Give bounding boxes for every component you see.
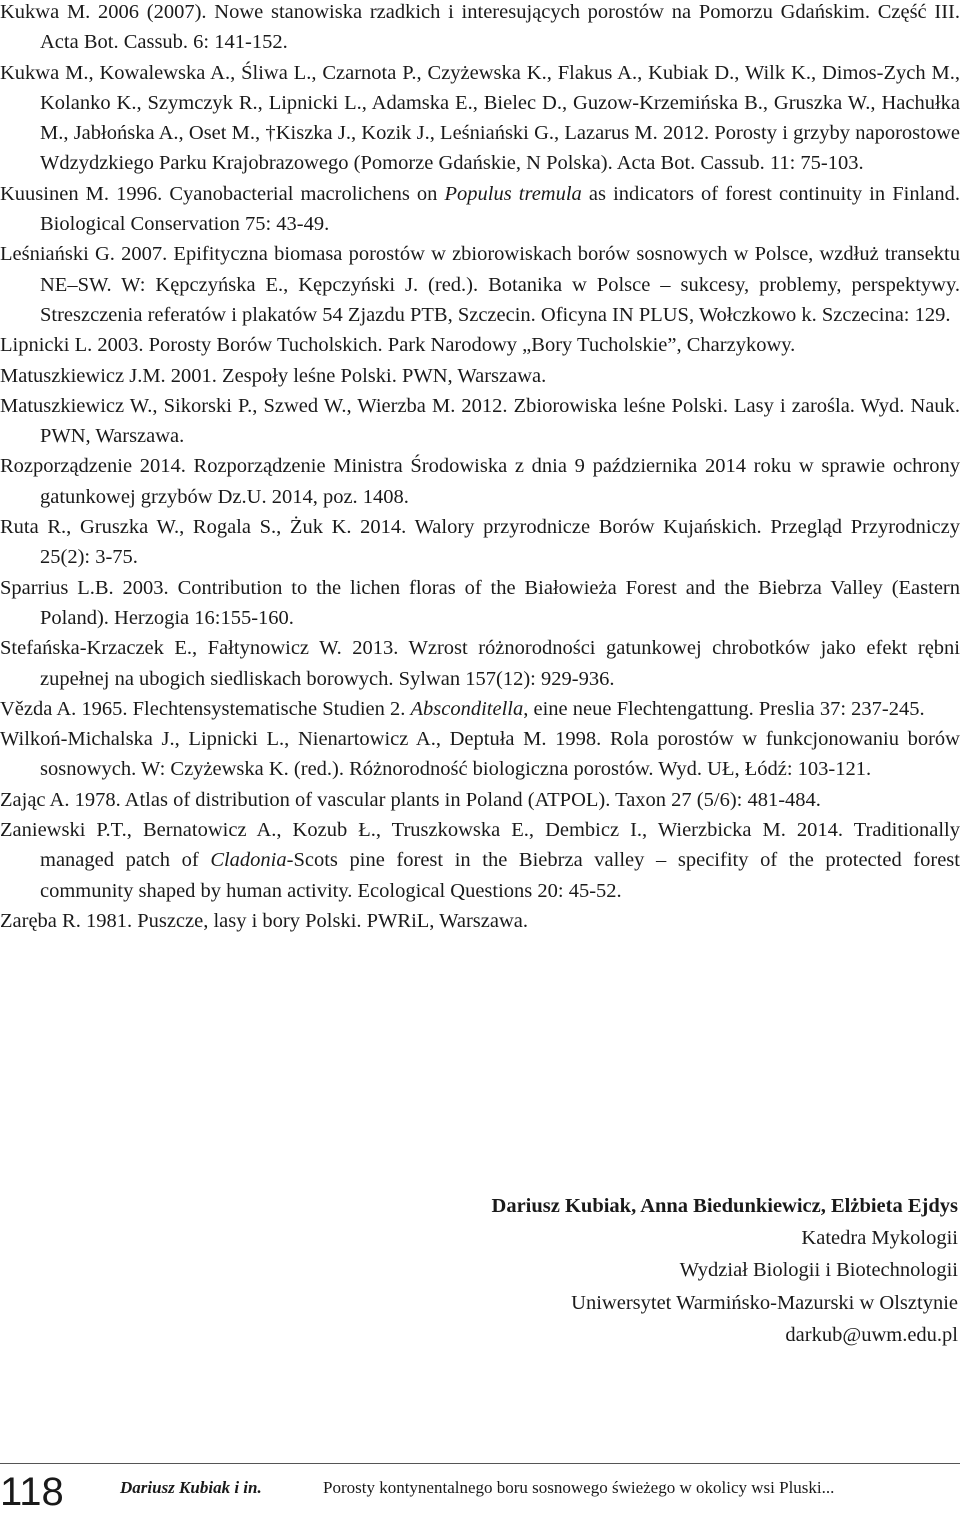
reference-text: Lipnicki L. 2003. Porosty Borów Tucholskich. Park Narodowy „Bory Tucholskie”, Charzykowy. xyxy=(0,334,796,357)
reference-entry xyxy=(0,633,960,694)
reference-entry xyxy=(0,58,960,179)
reference-text: Zając A. 1978. Atlas of distribution of vascular plants in Poland (ATPOL). Taxon 27 (5/6): 481-484. xyxy=(0,788,821,811)
email-address: darkub@uwm.edu.pl xyxy=(785,1323,958,1346)
reference-entry xyxy=(0,0,960,58)
reference-text: as indicators of forest continuity in Finland. Biological Conservation 75: 43-49. xyxy=(40,182,960,236)
author-names: Dariusz Kubiak, Anna Biedunkiewicz, Elżbieta Ejdys xyxy=(491,1195,958,1217)
faculty: Wydział Biologii i Biotechnologii xyxy=(679,1259,958,1282)
running-title: Porosty kontynentalnego boru sosnowego świeżego w okolicy wsi Pluski... xyxy=(323,1478,835,1497)
reference-text: Stefańska-Krzaczek E., Fałtynowicz W. 2013. Wzrost różnorodności gatunkowej chrobotków jako efekt rębni zupełnej na ubogich siedliskach borowych. Sylwan 157(12): 929-936. xyxy=(0,637,960,690)
reference-text: Rozporządzenie 2014. Rozporządzenie Ministra Środowiska z dnia 9 października 2014 roku w sprawie ochrony gatunkowej grzybów Dz.U. 2014, poz. 1408. xyxy=(0,455,960,508)
reference-text: Ruta R., Gruszka W., Rogala S., Żuk K. 2014. Walory przyrodnicze Borów Kujańskich. Przegląd Przyrodniczy 25(2): 3-75. xyxy=(0,516,960,569)
species-name: Populus tremula xyxy=(444,182,582,205)
reference-entry xyxy=(0,239,960,330)
running-author: Dariusz Kubiak i in. xyxy=(120,1478,262,1497)
footer-divider xyxy=(0,1463,960,1464)
reference-text: Sparrius L.B. 2003. Contribution to the lichen floras of the Białowieża Forest and the Biebrza Valley (Eastern Poland). Herzogia 16:155-160. xyxy=(0,576,960,629)
reference-entry xyxy=(0,906,960,936)
reference-entry xyxy=(0,179,960,240)
reference-text: Leśniański G. 2007. Epifityczna biomasa porostów w zbiorowiskach borów sosnowych w Polsce, wzdłuż transektu NE–SW. W: Kępczyńska E., Kępczyński J. (red.). Botanika w Polsce – sukcesy, problemy, perspektywy. Streszczenia referatów i plakatów 54 Zjazdu PTB, Szczecin. Oficyna IN PLUS, Wołczkowo k. Szczecina: 129. xyxy=(0,243,960,326)
reference-text: Kukwa M. 2006 (2007). Nowe stanowiska rzadkich i interesujących porostów na Pomorzu Gdańskim. Część III. Acta Bot. Cassub. 6: 141-152. xyxy=(0,1,960,54)
university: Uniwersytet Warmińsko-Mazurski w Olsztynie xyxy=(571,1291,958,1314)
genus-name: Cladonia xyxy=(210,849,287,872)
page-number: 118 xyxy=(0,1470,64,1514)
department: Katedra Mykologii xyxy=(801,1227,958,1250)
author-affiliation xyxy=(492,1190,958,1351)
reference-text: Matuszkiewicz W., Sikorski P., Szwed W., Wierzba M. 2012. Zbiorowiska leśne Polski. Lasy i zarośla. Wyd. Nauk. PWN, Warszawa. xyxy=(0,394,960,448)
reference-entry xyxy=(0,573,960,634)
reference-text: , eine neue Flechtengattung. Preslia 37: 237-245. xyxy=(523,697,925,720)
genus-name: Absconditella xyxy=(410,697,524,720)
reference-entry xyxy=(0,512,960,573)
reference-entry xyxy=(0,785,960,815)
reference-text: Vězda A. 1965. Flechtensystematische Studien 2. xyxy=(0,697,411,720)
reference-entry xyxy=(0,361,960,391)
reference-text: Zaręba R. 1981. Puszcze, lasy i bory Polski. PWRiL, Warszawa. xyxy=(0,909,529,932)
reference-entry xyxy=(0,391,960,452)
reference-text: Wilkoń-Michalska J., Lipnicki L., Nienartowicz A., Deptuła M. 1998. Rola porostów w funkcjonowaniu borów sosnowych. W: Czyżewska K. (red.). Różnorodność biologiczna porostów. Wyd. UŁ, Łódź: 103-121. xyxy=(0,728,960,781)
reference-entry xyxy=(0,451,960,512)
reference-entry xyxy=(0,815,960,906)
reference-entry xyxy=(0,694,960,724)
reference-text: Matuszkiewicz J.M. 2001. Zespoły leśne Polski. PWN, Warszawa. xyxy=(0,364,547,387)
reference-text: Kuusinen M. 1996. Cyanobacterial macrolichens on xyxy=(0,182,445,205)
reference-entry xyxy=(0,724,960,785)
reference-text: -Scots pine forest in the Biebrza valley – specifity of the protected forest community shaped by human activity. Ecological Questions 20: 45-52. xyxy=(40,849,960,902)
reference-entry xyxy=(0,330,960,360)
reference-text: Zaniewski P.T., Bernatowicz A., Kozub Ł., Truszkowska E., Dembicz I., Wierzbicka M. 2014. Traditionally managed patch of xyxy=(0,819,960,872)
reference-text: Kukwa M., Kowalewska A., Śliwa L., Czarnota P., Czyżewska K., Flakus A., Kubiak D., Wilk K., Dimos-Zych M., Kolanko K., Szymczyk R., Lipnicki L., Adamska E., Bielec D., Guzow-Krzemińska B., Gruszka W., Hachułka M., Jabłońska A., Oset M., †Kiszka J., Kozik J., Leśniański G., Lazarus M. 2012. Porosty i grzyby naporostowe Wdzydzkiego Parku Krajobrazowego (Pomorze Gdańskie, N Polska). Acta Bot. Cassub. 11: 75-103. xyxy=(0,61,960,175)
